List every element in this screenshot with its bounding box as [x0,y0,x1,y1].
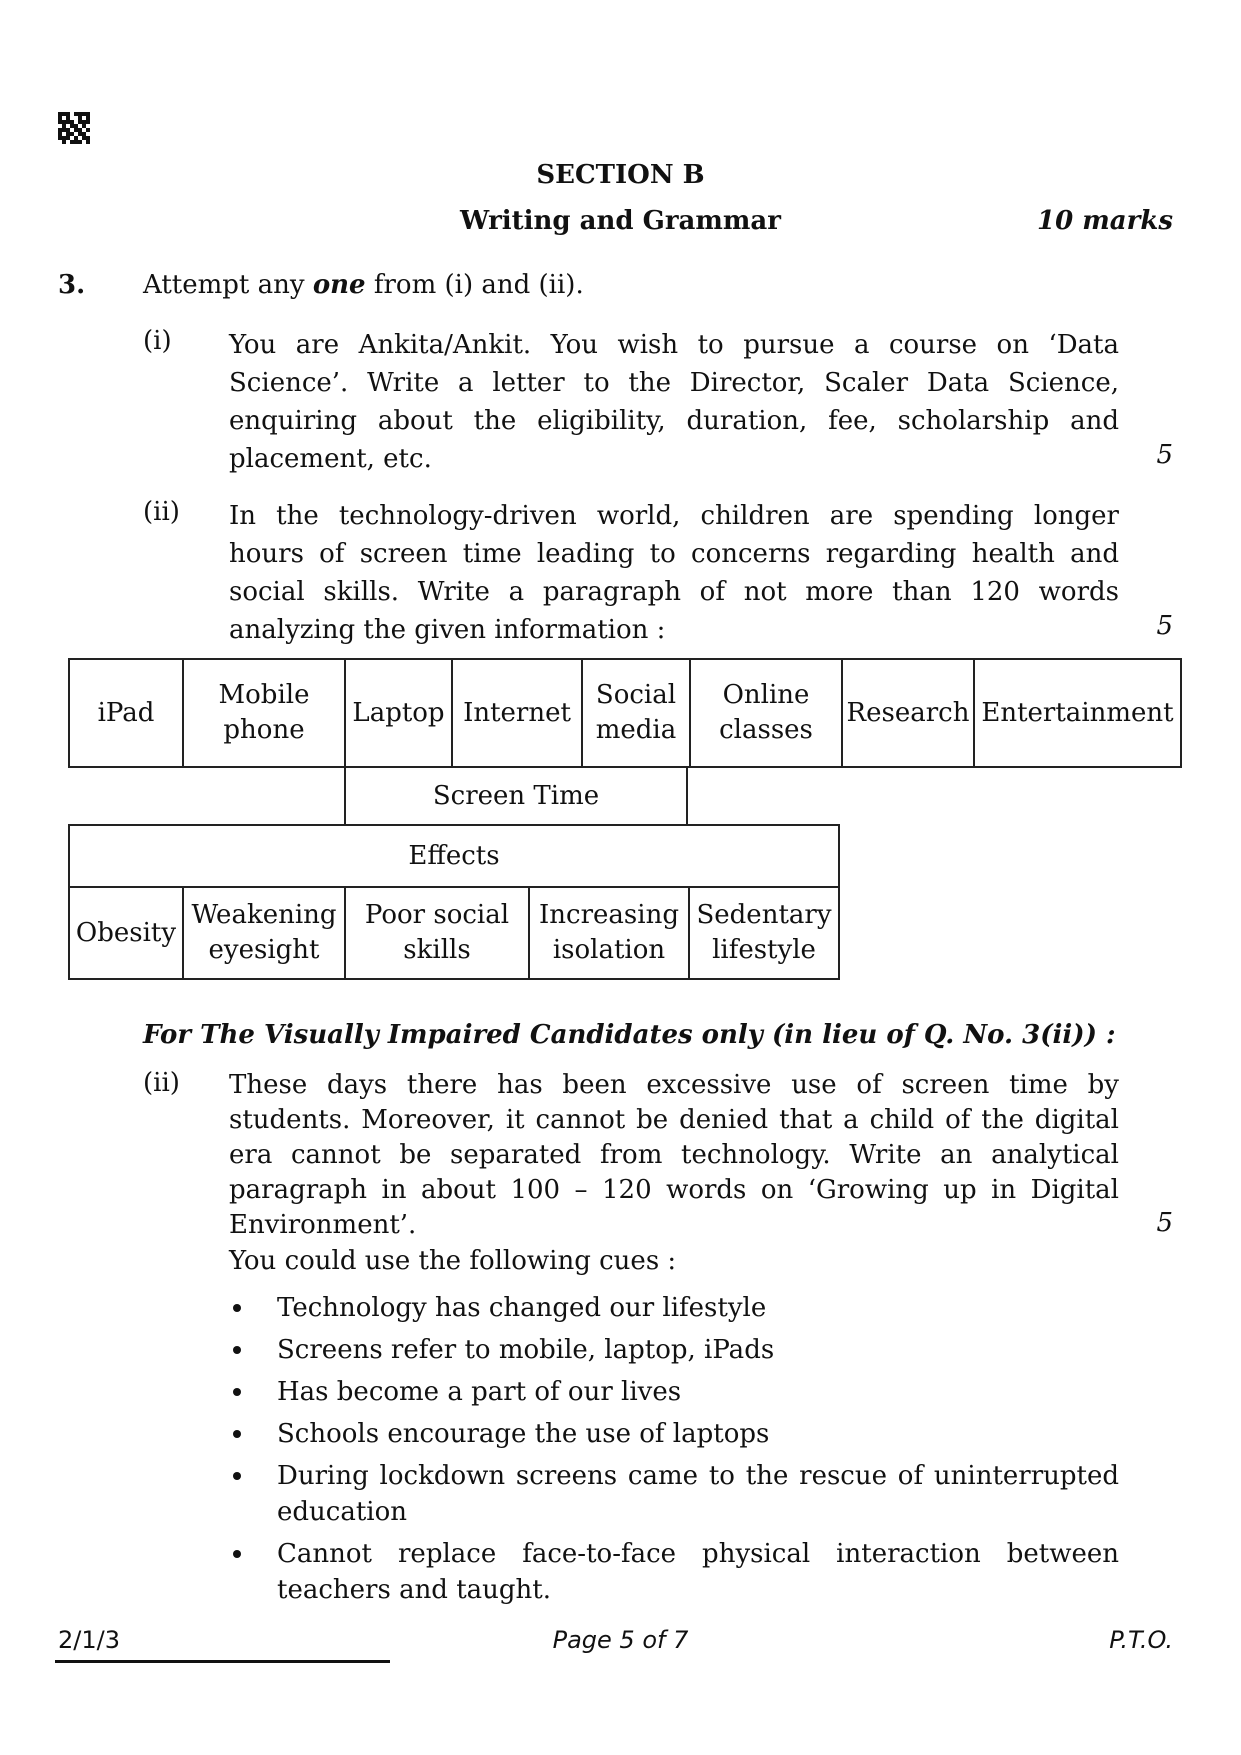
option-i-marks: 5 [1156,440,1173,470]
option-ii-label: (ii) [143,497,180,527]
bullet-icon [233,1388,241,1396]
bullet-icon [233,1304,241,1312]
page-number: Page 5 of 7 [552,1626,689,1654]
list-item [229,1536,1119,1608]
option-i-label: (i) [143,326,172,356]
bullet-icon [233,1550,241,1558]
screen-time-label: Screen Time [345,767,687,825]
effect-cell: Poor social skills [345,887,529,979]
instruction-emphasis: one [312,270,366,300]
cue-text: Cannot replace face-to-face physical interaction between teachers and taught. [277,1539,1119,1605]
paper-code: 2/1/3 [58,1626,120,1654]
devices-table [68,658,1182,768]
section-marks: 10 marks [1037,206,1173,236]
pto-label: P.T.O. [1109,1626,1173,1654]
qr-code-icon [58,112,90,144]
effect-cell: Weakening eyesight [183,887,345,979]
question-number: 3. [58,270,86,300]
option-ii-marks: 5 [1156,611,1173,641]
device-cell: Internet [452,659,582,767]
device-cell: Entertainment [974,659,1181,767]
cue-text: During lockdown screens came to the rescue of uninterrupted education [277,1461,1119,1527]
instruction-before: Attempt any [143,270,313,300]
effects-table [68,824,840,980]
bullet-icon [233,1346,241,1354]
vi-option-text: These days there has been excessive use of screen time by students. Moreover, it cannot be denied that a child of the digital era cannot be separated from technology. Write an analytical paragraph in about 100 – 120 words on ‘Growing up in Digital Environment’. [229,1070,1119,1240]
cue-text: Schools encourage the use of laptops [277,1419,770,1449]
option-ii-text: In the technology-driven world, children are spending longer hours of screen time leading to concerns regarding health and social skills. Write a paragraph of not more than 120 words analyzing the given information : [229,501,1119,645]
section-subtitle: Writing and Grammar [460,206,781,236]
device-cell: Social media [582,659,690,767]
device-cell: Research [842,659,974,767]
footer-divider [55,1660,390,1663]
cues-list [229,1290,1119,1614]
device-cell: Mobile phone [183,659,345,767]
list-item [229,1416,1119,1452]
list-item [229,1458,1119,1530]
device-cell: iPad [69,659,183,767]
section-title: SECTION B [536,160,705,190]
cues-intro: You could use the following cues : [229,1246,677,1276]
option-i-text: You are Ankita/Ankit. You wish to pursue a course on ‘Data Science’. Write a letter to the Director, Scaler Data Science, enquiring about the eligibility, duration, fee, scholarship and placement, etc. [229,330,1119,474]
cue-text: Screens refer to mobile, laptop, iPads [277,1335,775,1365]
effect-cell: Sedentary lifestyle [689,887,839,979]
question-instruction [143,270,584,300]
list-item [229,1332,1119,1368]
effect-cell: Increasing isolation [529,887,689,979]
effect-cell: Obesity [69,887,183,979]
vi-option-marks: 5 [1156,1208,1173,1238]
cue-text: Has become a part of our lives [277,1377,682,1407]
device-cell: Laptop [345,659,452,767]
bullet-icon [233,1430,241,1438]
visually-impaired-heading: For The Visually Impaired Candidates only (in lieu of Q. No. 3(ii)) : [143,1020,1116,1050]
cue-text: Technology has changed our lifestyle [277,1293,767,1323]
device-cell: Online classes [690,659,842,767]
vi-option-label: (ii) [143,1068,180,1098]
screen-time-box [344,766,688,826]
effects-heading: Effects [69,825,839,887]
bullet-icon [233,1472,241,1480]
list-item [229,1290,1119,1326]
list-item [229,1374,1119,1410]
instruction-after: from (i) and (ii). [365,270,584,300]
